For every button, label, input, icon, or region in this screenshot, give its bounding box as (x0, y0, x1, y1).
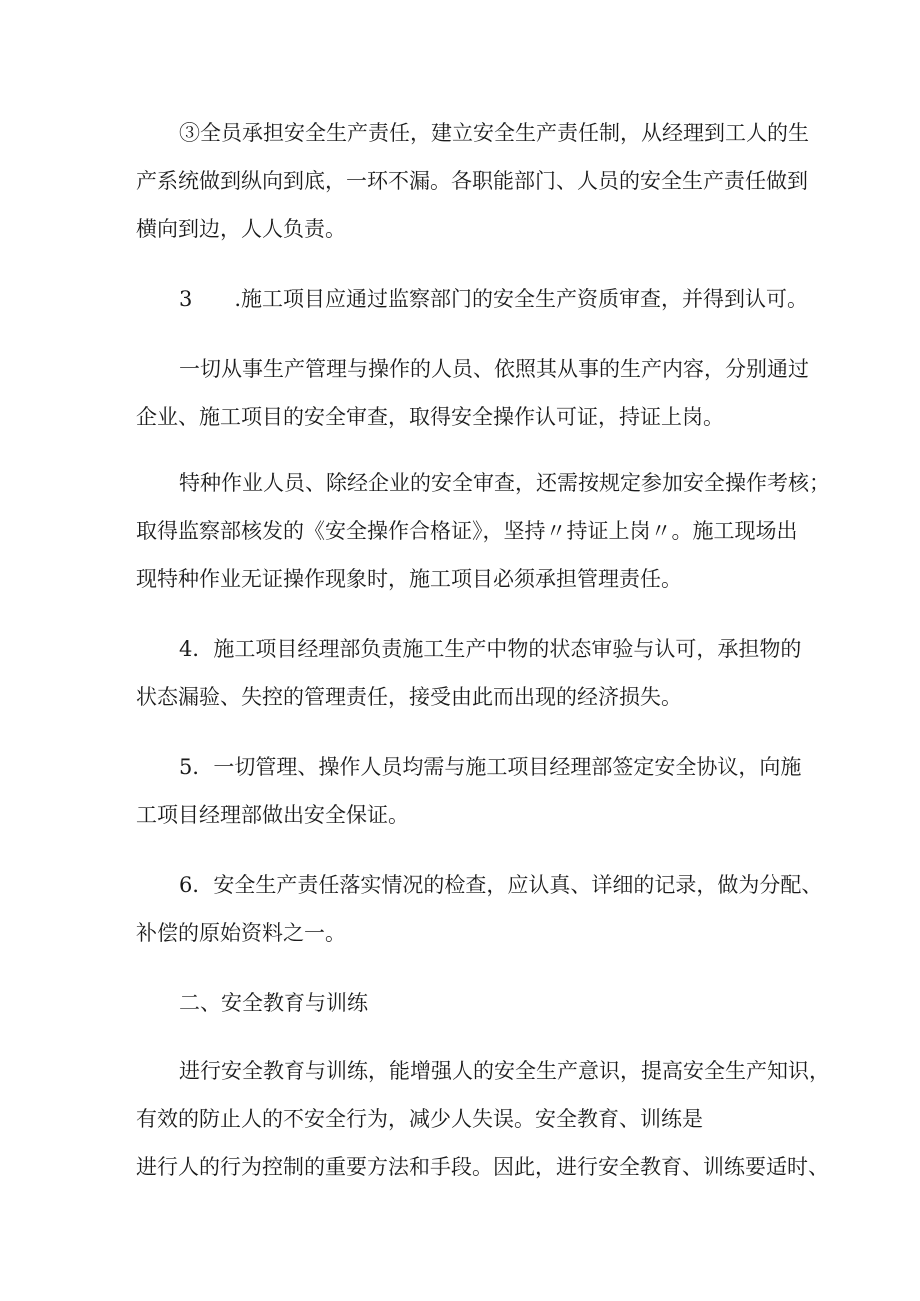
p9-line-1: 进行安全教育与训练，能增强人的安全生产意识，提高安全生产知识， (179, 1059, 830, 1083)
p4-line-1: 特种作业人员、除经企业的安全审查，还需按规定参加安全操作考核； (179, 471, 830, 495)
p4-line-2: 取得监察部核发的《安全操作合格证》，坚持〃持证上岗〃。施工现场出 (136, 519, 798, 543)
p6-line-2: 工项目经理部做出安全保证。 (136, 803, 409, 827)
p3-line-2: 企业、施工项目的安全审查，取得安全操作认可证，持证上岗。 (136, 405, 724, 429)
p2-line-1: 3 .施工项目应通过监察部门的安全生产资质审查，并得到认可。 (179, 287, 809, 311)
p7-line-2: 补偿的原始资料之一。 (136, 921, 346, 945)
section-heading: 二、安全教育与训练 (179, 991, 368, 1015)
p3-line-1: 一切从事生产管理与操作的人员、依照其从事的生产内容，分别通过 (179, 357, 809, 381)
p5-line-2: 状态漏验、失控的管理责任，接受由此而出现的经济损失。 (136, 685, 682, 709)
p1-line-3: 横向到边，人人负责。 (136, 217, 346, 241)
p4-line-3: 现特种作业无证操作现象时，施工项目必须承担管理责任。 (136, 567, 682, 591)
p6-line-1: 5．一切管理、操作人员均需与施工项目经理部签定安全协议，向施 (179, 755, 802, 779)
p7-line-1: 6．安全生产责任落实情况的检查，应认真、详细的记录，做为分配、 (179, 873, 823, 897)
p5-line-1: 4．施工项目经理部负责施工生产中物的状态审验与认可，承担物的 (179, 637, 802, 661)
p9-line-2: 有效的防止人的不安全行为，减少人失误。安全教育、训练是 (136, 1107, 703, 1131)
p9-line-3: 进行人的行为控制的重要方法和手段。因此，进行安全教育、训练要适时、 (136, 1155, 829, 1179)
p1-line-2: 产系统做到纵向到底，一环不漏。各职能部门、人员的安全生产责任做到 (136, 169, 808, 193)
p1-line-1: ③全员承担安全生产责任，建立安全生产责任制，从经理到工人的生 (179, 121, 809, 145)
